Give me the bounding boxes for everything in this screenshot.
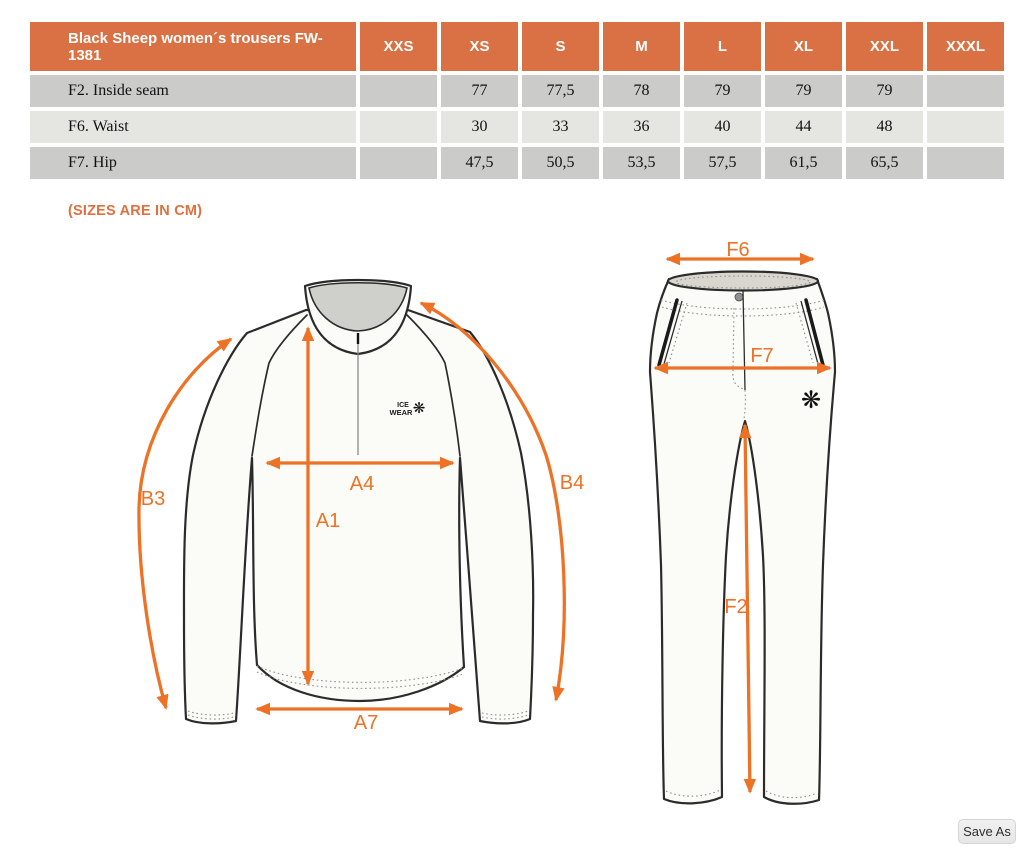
trousers-waist-opening bbox=[668, 272, 818, 291]
trousers-label-f6: F6 bbox=[726, 239, 750, 261]
size-cell: 47,5 bbox=[441, 147, 518, 179]
sizes-note: (SIZES ARE IN CM) bbox=[68, 203, 203, 219]
size-cell: 61,5 bbox=[765, 147, 842, 179]
size-cell bbox=[927, 75, 1004, 107]
trousers-drawing bbox=[650, 239, 835, 804]
table-row-inside-seam bbox=[30, 75, 1004, 107]
table-title: Black Sheep women´s trousers FW-1381 bbox=[30, 22, 356, 71]
size-table bbox=[26, 18, 1008, 183]
table-header-row bbox=[30, 22, 1004, 71]
icewear-logo-line1: ICE bbox=[397, 402, 409, 409]
col-header-xl: XL bbox=[765, 22, 842, 71]
size-cell bbox=[360, 111, 437, 143]
trousers-body bbox=[650, 279, 835, 804]
save-as-button[interactable]: Save As bbox=[958, 819, 1016, 844]
shirt-drawing bbox=[139, 280, 584, 734]
size-cell: 30 bbox=[441, 111, 518, 143]
icewear-logo-snowflake-icon: ❋ bbox=[412, 399, 426, 417]
size-cell: 40 bbox=[684, 111, 761, 143]
size-cell: 65,5 bbox=[846, 147, 923, 179]
size-cell: 33 bbox=[522, 111, 599, 143]
shirt-label-a1: A1 bbox=[315, 510, 341, 532]
size-cell bbox=[927, 147, 1004, 179]
shirt-label-a4: A4 bbox=[349, 473, 375, 495]
size-cell: 57,5 bbox=[684, 147, 761, 179]
icewear-logo-line2: WEAR bbox=[389, 408, 413, 417]
table-row-waist bbox=[30, 111, 1004, 143]
size-cell bbox=[927, 111, 1004, 143]
size-cell: 78 bbox=[603, 75, 680, 107]
trousers-label-f2: F2 bbox=[724, 596, 748, 618]
size-cell: 79 bbox=[684, 75, 761, 107]
size-cell: 48 bbox=[846, 111, 923, 143]
row-label: F2. Inside seam bbox=[30, 75, 356, 107]
row-label: F7. Hip bbox=[30, 147, 356, 179]
size-cell: 53,5 bbox=[603, 147, 680, 179]
col-header-xs: XS bbox=[441, 22, 518, 71]
table-row-hip bbox=[30, 147, 1004, 179]
size-cell: 50,5 bbox=[522, 147, 599, 179]
size-cell: 36 bbox=[603, 111, 680, 143]
size-cell: 79 bbox=[765, 75, 842, 107]
col-header-xxl: XXL bbox=[846, 22, 923, 71]
trousers-snowflake-icon: ❋ bbox=[800, 386, 822, 414]
col-header-xxxl: XXXL bbox=[927, 22, 1004, 71]
col-header-m: M bbox=[603, 22, 680, 71]
shirt-label-b3: B3 bbox=[140, 488, 166, 510]
size-cell: 79 bbox=[846, 75, 923, 107]
trousers-button bbox=[735, 293, 743, 301]
trousers-label-f7: F7 bbox=[750, 345, 774, 367]
shirt-label-a7: A7 bbox=[353, 712, 379, 734]
size-cell bbox=[360, 75, 437, 107]
size-cell: 77,5 bbox=[522, 75, 599, 107]
shirt-label-b4: B4 bbox=[559, 472, 585, 494]
col-header-l: L bbox=[684, 22, 761, 71]
size-cell: 44 bbox=[765, 111, 842, 143]
size-cell: 77 bbox=[441, 75, 518, 107]
row-label: F6. Waist bbox=[30, 111, 356, 143]
size-cell bbox=[360, 147, 437, 179]
garment-diagrams bbox=[0, 230, 1034, 848]
col-header-s: S bbox=[522, 22, 599, 71]
col-header-xxs: XXS bbox=[360, 22, 437, 71]
